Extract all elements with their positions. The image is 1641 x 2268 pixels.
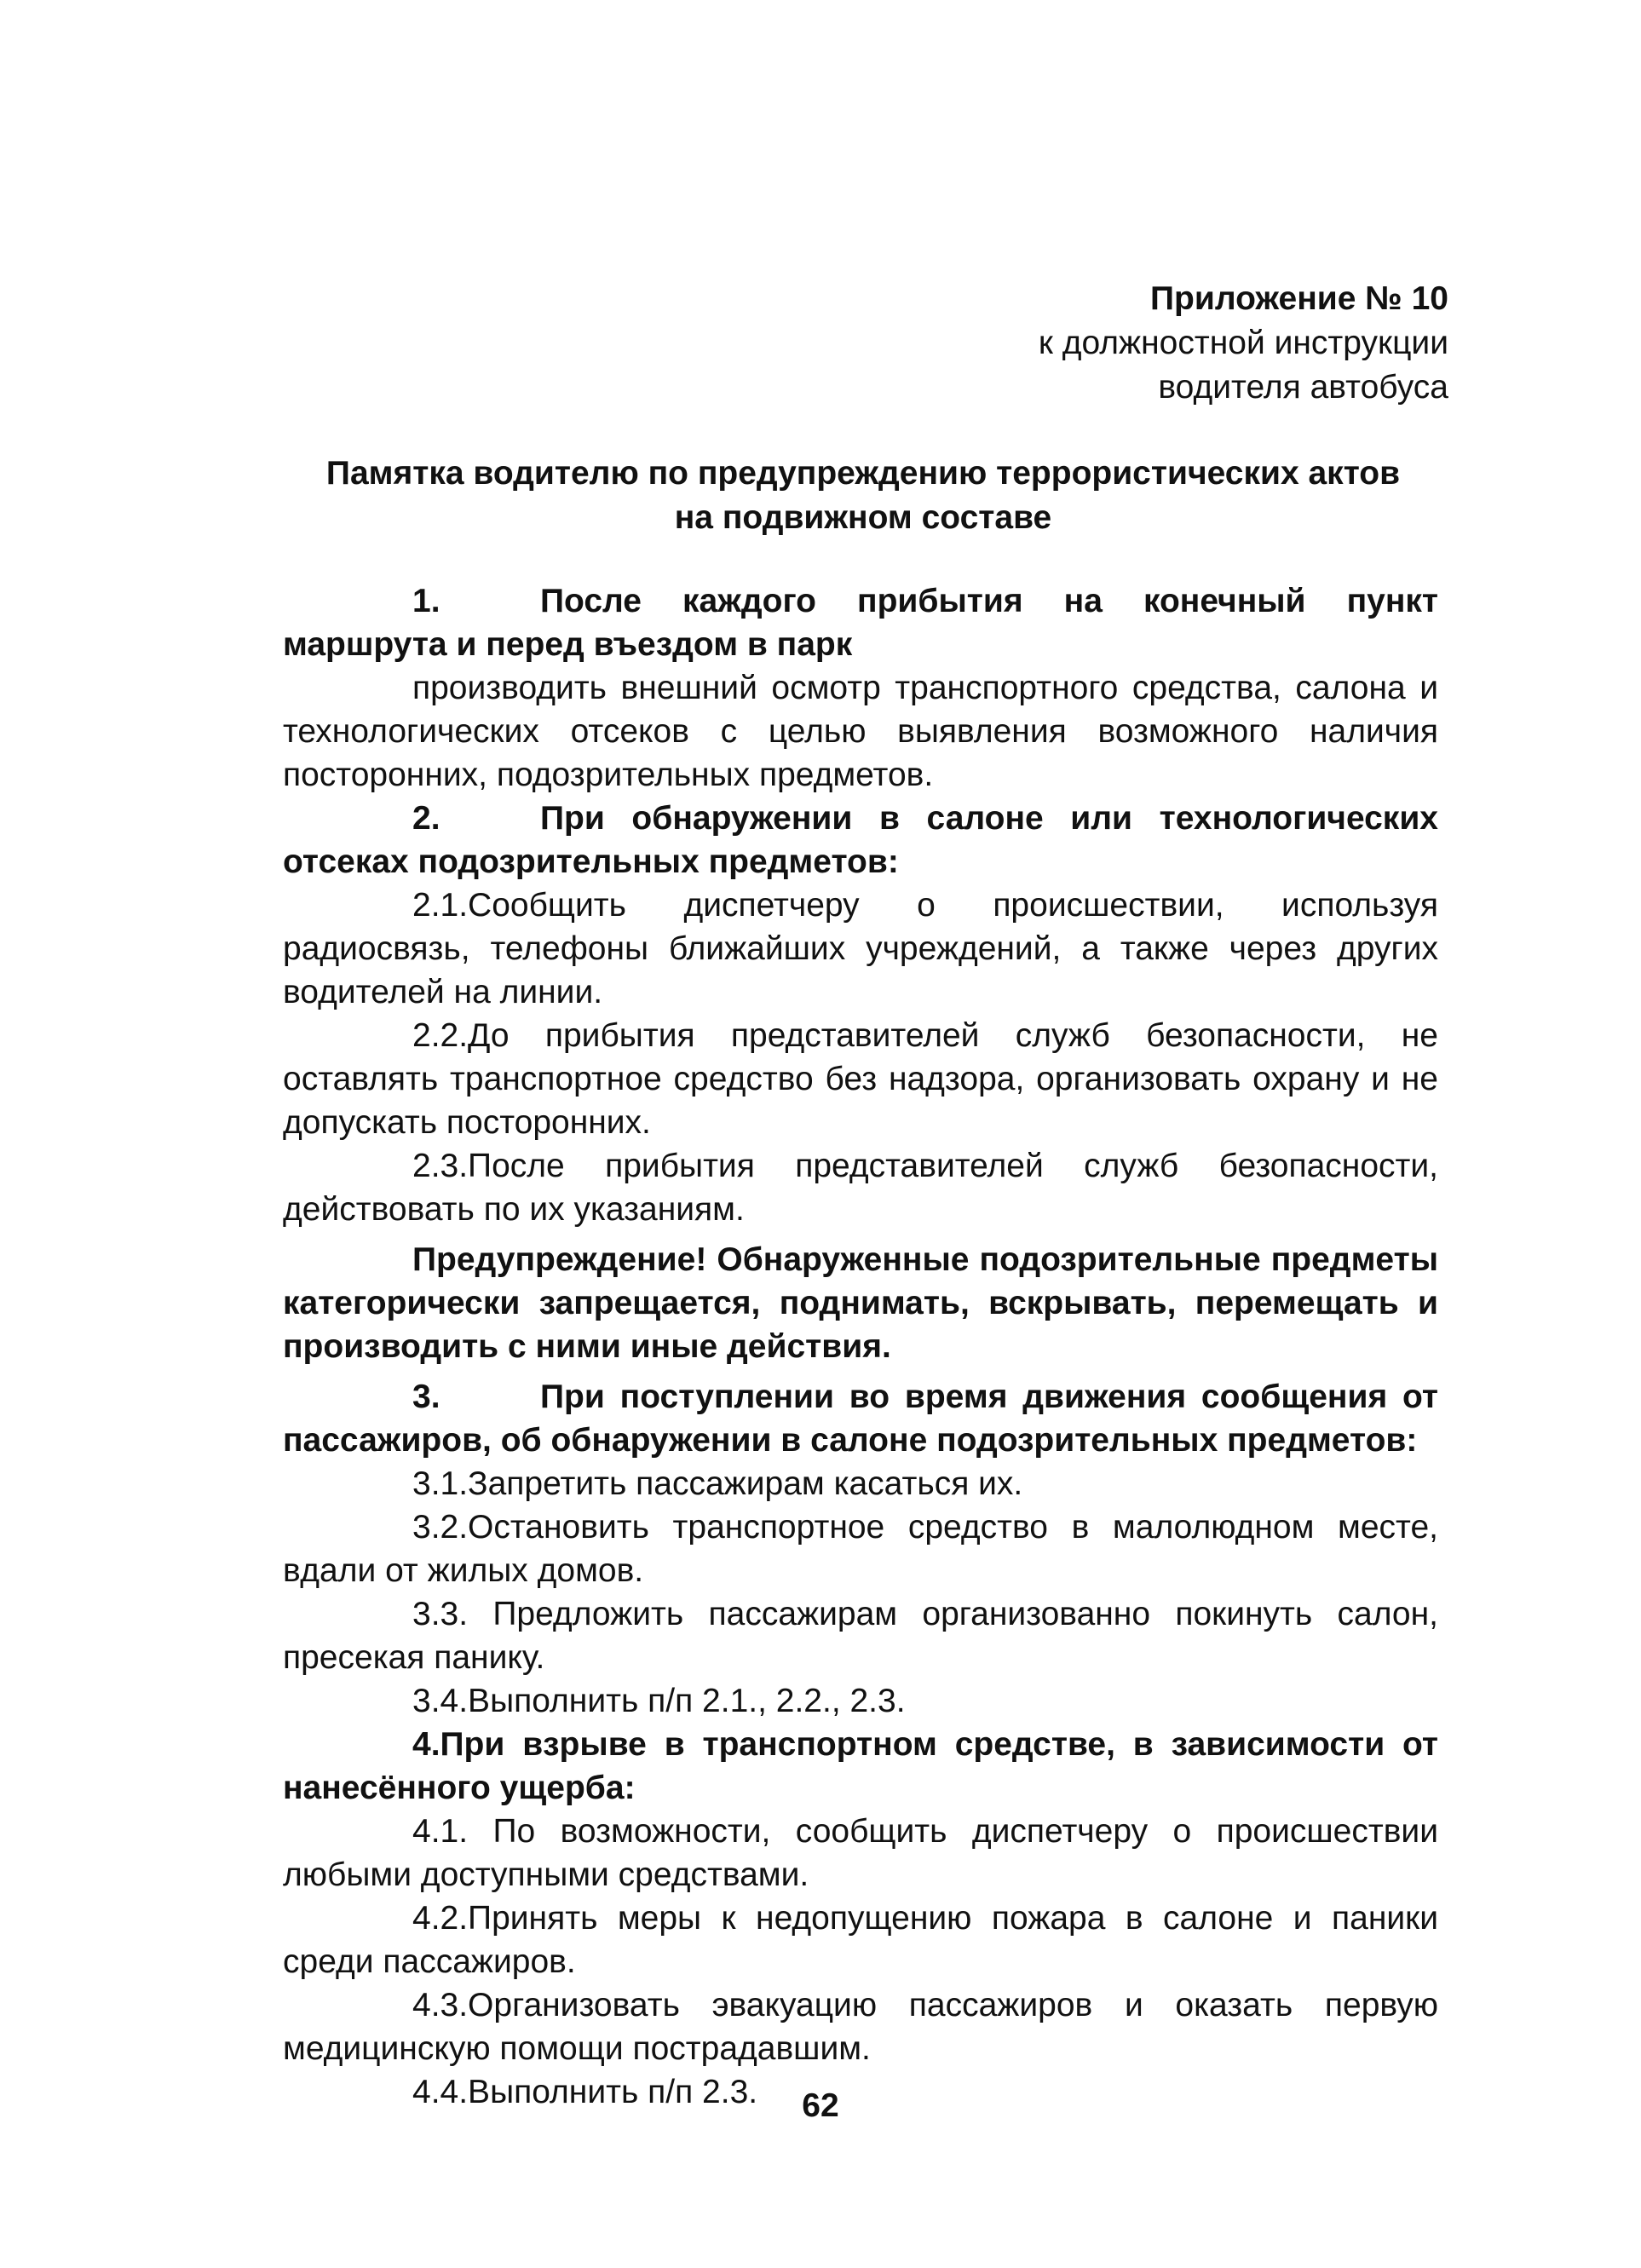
section-2-heading-text: При обнаружении в салоне или технологических отсеках подозрительных предметов: [283, 800, 1438, 880]
warning-paragraph: Предупреждение! Обнаруженные подозрительные предметы категорически запрещается, поднимать, вскрывать, перемещать и производить с ними иные действия. [283, 1241, 1438, 1365]
section-2-number: 2. [412, 800, 440, 837]
section-1-heading [283, 579, 1438, 666]
section-3-heading [283, 1375, 1438, 1462]
section-3-number: 3. [412, 1379, 440, 1415]
appendix-role: водителя автобуса [1158, 369, 1448, 406]
memo-title-line-2: на подвижном составе [674, 499, 1052, 536]
section-1-number: 1. [412, 583, 440, 619]
section-2-1: 2.1.Сообщить диспетчеру о происшествии, используя радиосвязь, телефоны ближайших учреждений, а также через других водителей на линии. [283, 887, 1438, 1010]
page-number: 62 [802, 2087, 839, 2124]
section-2-3: 2.3.После прибытия представителей служб безопасности, действовать по их указаниям. [283, 1148, 1438, 1228]
memo-title [256, 452, 1471, 540]
appendix-reference: к должностной инструкции [1038, 325, 1448, 361]
section-4-4: 4.4.Выполнить п/п 2.3. [412, 2074, 758, 2110]
section-3-4: 3.4.Выполнить п/п 2.1., 2.2., 2.3. [412, 1683, 906, 1719]
section-1-heading-text: После каждого прибытия на конечный пункт маршрута и перед въездом в парк [283, 583, 1438, 663]
section-3-heading-text: При поступлении во время движения сообщения от пассажиров, об обнаружении в салоне подозрительных предметов: [283, 1379, 1438, 1459]
section-3-2: 3.2.Остановить транспортное средство в малолюдном месте, вдали от жилых домов. [283, 1509, 1438, 1589]
section-4-heading: 4.При взрыве в транспортном средстве, в зависимости от нанесённого ущерба: [283, 1726, 1438, 1806]
section-3-1: 3.1.Запретить пассажирам касаться их. [412, 1465, 1023, 1502]
section-3-3: 3.3. Предложить пассажирам организованно покинуть салон, пресекая панику. [283, 1596, 1438, 1676]
memo-title-line-1: Памятка водителю по предупреждению террористических актов [325, 455, 1401, 492]
appendix-number: Приложение № 10 [1150, 280, 1448, 317]
section-2-2: 2.2.До прибытия представителей служб безопасности, не оставлять транспортное средство без надзора, организовать охрану и не допускать посторонних. [283, 1017, 1438, 1141]
section-4-3: 4.3.Организовать эвакуацию пассажиров и оказать первую медицинскую помощи пострадавшим. [283, 1987, 1438, 2067]
memo-body [283, 579, 1438, 2114]
section-4-2: 4.2.Принять меры к недопущению пожара в салоне и паники среди пассажиров. [283, 1900, 1438, 1980]
section-1-text: производить внешний осмотр транспортного средства, салона и технологических отсеков с целью выявления возможного наличия посторонних, подозрительных предметов. [283, 670, 1438, 793]
section-4-1: 4.1. По возможности, сообщить диспетчеру о происшествии любыми доступными средствами. [283, 1813, 1438, 1893]
section-2-heading [283, 797, 1438, 884]
appendix-header [1039, 277, 1448, 410]
